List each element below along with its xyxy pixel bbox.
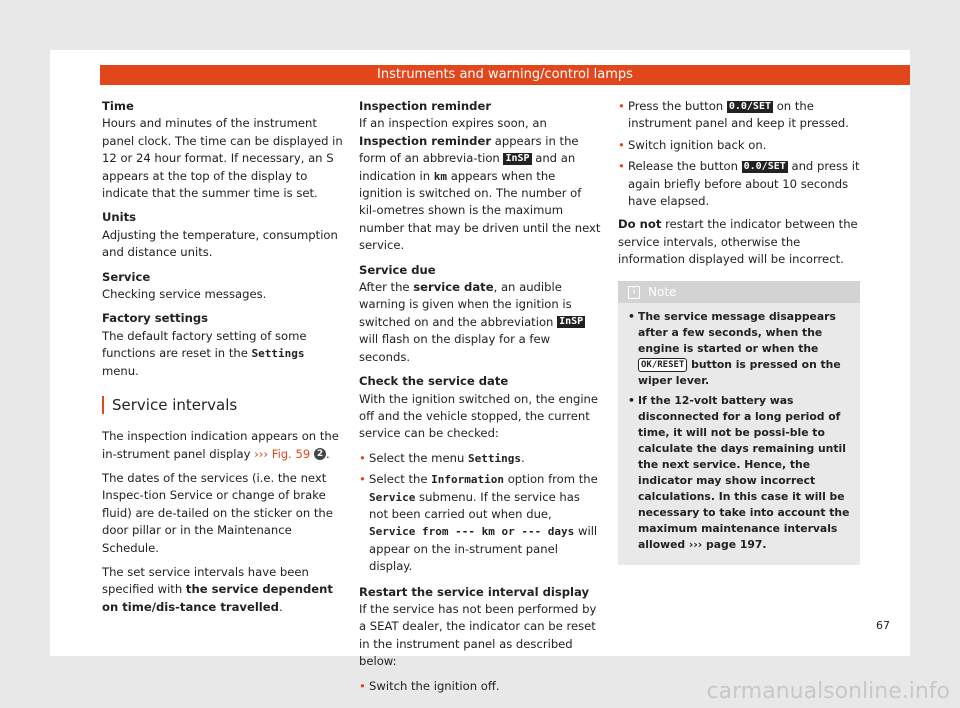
- check-service-text: With the ignition switched on, the engine off and the vehicle stopped, the current service can be checked:: [359, 391, 599, 441]
- bullet-press-button: • Press the button 0.0/SET on the instrument panel and keep it pressed.: [618, 98, 860, 133]
- bullet-select-menu: • Select the menu Settings.: [359, 450, 601, 467]
- units-text: Adjusting the temperature, consumption and distance units.: [102, 227, 338, 260]
- document-page: [50, 50, 910, 693]
- service-dates-text: The dates of the services (i.e. the next Inspec-tion Service or change of brake fluid) are de-tailed on the sticker on the door pillar or in the Maintenance Schedule.: [102, 470, 333, 555]
- service-intervals-text: The inspection indication appears on the in-strument panel display ››› Fig. 59 2 .: [102, 429, 339, 461]
- info-icon: i: [628, 286, 640, 299]
- page-number: 67: [876, 619, 890, 632]
- service-specified-text: The set service intervals have been specified with the service dependent on time/dis-tance travelled.: [102, 564, 333, 614]
- service-text: Checking service messages.: [102, 287, 267, 302]
- column-right: [618, 98, 860, 565]
- factory-heading: Factory settings: [102, 311, 209, 326]
- insp-symbol-icon: InSP: [505, 152, 530, 164]
- callout-number: 2: [314, 448, 326, 460]
- bullet-release-button: • Release the button 0.0/SET and press it again briefly before about 10 seconds have elapsed.: [618, 158, 860, 210]
- chapter-header: Instruments and warning/control lamps: [100, 65, 910, 85]
- note-header: i Note: [618, 281, 860, 303]
- bullet-ignition-on: • Switch ignition back on.: [618, 137, 860, 154]
- bullet-select-information: • Select the Information option from the Service submenu. If the service has not been carried out when due, Service from --- km or --- days will appear on the in-strument panel display.: [359, 471, 601, 575]
- set-button-icon: 0.0/SET: [743, 160, 786, 172]
- service-due-heading: Service due: [359, 262, 436, 277]
- watermark: carmanualsonline.info: [706, 679, 950, 704]
- do-not-text: Do not restart the indicator between the service intervals, otherwise the information displayed will be incorrect.: [618, 217, 858, 267]
- settings-code: Settings: [251, 347, 305, 361]
- units-heading: Units: [102, 210, 137, 225]
- factory-text: The default factory setting of some functions are reset in the Settings menu.: [102, 328, 307, 378]
- page-reference-link[interactable]: ››› page 197.: [688, 537, 767, 551]
- inspection-reminder-heading: Inspection reminder: [359, 99, 492, 113]
- bullet-ignition-off: • Switch the ignition off.: [359, 678, 601, 695]
- time-text: Hours and minutes of the instrument panel clock. The time can be displayed in 12 or 24 hour format. If necessary, an S appears at the top of the display to indicate that the summer time is set.: [102, 116, 343, 201]
- time-heading: Time: [102, 99, 134, 113]
- km-unit: km: [433, 169, 448, 183]
- section-title: Service intervals: [102, 396, 344, 414]
- column-middle: [359, 98, 601, 699]
- note-body: [618, 303, 860, 553]
- note-box: [618, 281, 860, 565]
- inspection-reminder-text: If an inspection expires soon, an Inspection reminder appears in the form of an abbrevia-tion InSP and an indication in km appears when the ignition is switched on. The number of kil-ometres shown is the maximum number that may be driven until the next service.: [359, 116, 601, 253]
- insp-symbol-icon: InSP: [559, 316, 584, 328]
- restart-heading: Restart the service interval display: [359, 584, 590, 599]
- note-item: • If the 12-volt battery was disconnected for a long period of time, it will not be possi-ble to calculate the days remaining until the next service. Hence, the indicator may show incorrect calculations. In this case it will be necessary to take into account the maximum maintenance intervals allowed ››› page 197.: [628, 393, 850, 553]
- check-service-heading: Check the service date: [359, 374, 509, 389]
- note-item: • The service message disappears after a few seconds, when the engine is started or when the OK/RESET button is pressed on the wiper lever.: [628, 309, 850, 389]
- ok-reset-key-icon: OK/RESET: [638, 358, 687, 372]
- column-left: [102, 98, 344, 623]
- restart-text: If the service has not been performed by a SEAT dealer, the indicator can be reset in the instrument panel as described below:: [359, 601, 597, 669]
- set-button-icon: 0.0/SET: [728, 100, 771, 112]
- service-heading: Service: [102, 269, 151, 284]
- service-due-text: After the service date, an audible warning is given when the ignition is switched on and the abbreviation InSP will flash on the display for a few seconds.: [359, 280, 584, 364]
- figure-reference-link[interactable]: ››› Fig. 59: [254, 446, 311, 461]
